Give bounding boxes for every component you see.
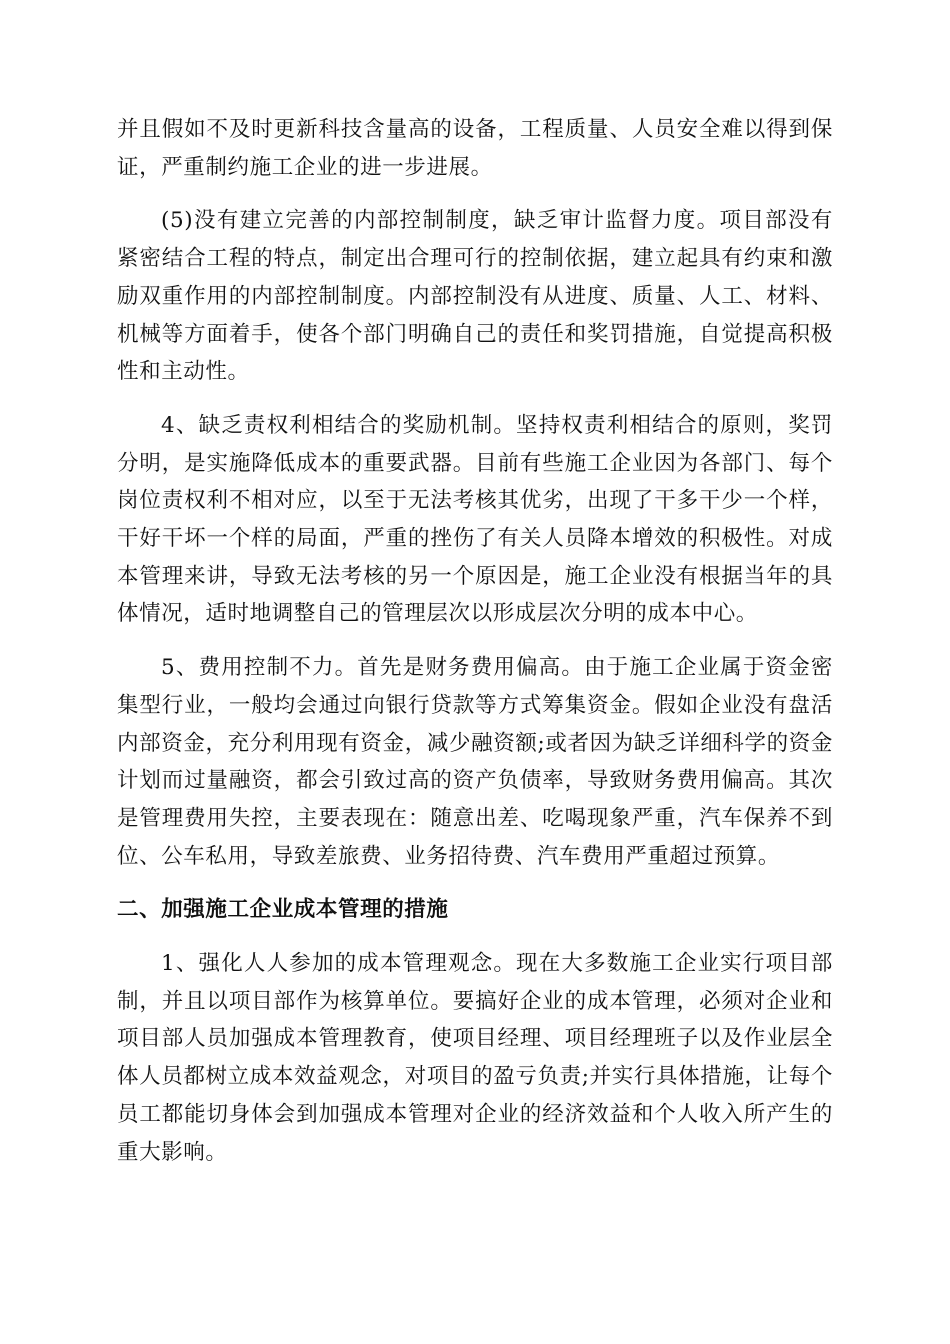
paragraph-cost-control: 5、费用控制不力。首先是财务费用偏高。由于施工企业属于资金密集型行业，一般均会通过向银行贷款等方式筹集资金。假如企业没有盘活内部资金，充分利用现有资金，减少融资额;或者因为缺乏详细科学的资金计划而过量融资，都会引致过高的资产负债率，导致财务费用偏高。其次是管理费用失控，主要表现在：随意出差、吃喝现象严重，汽车保养不到位、公车私用，导致差旅费、业务招待费、汽车费用严重超过预算。 [117,655,833,869]
paragraph-internal-control: (5)没有建立完善的内部控制制度，缺乏审计监督力度。项目部没有紧密结合工程的特点，制定出合理可行的控制依据，建立起具有约束和激励双重作用的内部控制制度。内部控制没有从进度、质量、人工、材料、机械等方面着手，使各个部门明确自己的责任和奖罚措施，自觉提高积极性和主动性。 [117,208,833,385]
section-heading: 二、加强施工企业成本管理的措施 [117,897,449,923]
paragraph-cost-awareness: 1、强化人人参加的成本管理观念。现在大多数施工企业实行项目部制，并且以项目部作为核算单位。要搞好企业的成本管理，必须对企业和项目部人员加强成本管理教育，使项目经理、项目经理班子以及作业层全体人员都树立成本效益观念，对项目的盈亏负责;并实行具体措施，让每个员工都能切身体会到加强成本管理对企业的经济效益和个人收入所产生的重大影响。 [117,951,833,1165]
paragraph-continuation: 并且假如不及时更新科技含量高的设备，工程质量、人员安全难以得到保证，严重制约施工企业的进一步进展。 [117,117,833,180]
paragraph-incentive-mechanism: 4、缺乏责权利相结合的奖励机制。坚持权责利相结合的原则，奖罚分明，是实施降低成本的重要武器。目前有些施工企业因为各部门、每个岗位责权利不相对应，以至于无法考核其优劣，出现了干多干少一个样，干好干坏一个样的局面，严重的挫伤了有关人员降本增效的积极性。对成本管理来讲，导致无法考核的另一个原因是，施工企业没有根据当年的具体情况，适时地调整自己的管理层次以形成层次分明的成本中心。 [117,412,833,627]
document-body [117,111,833,1171]
